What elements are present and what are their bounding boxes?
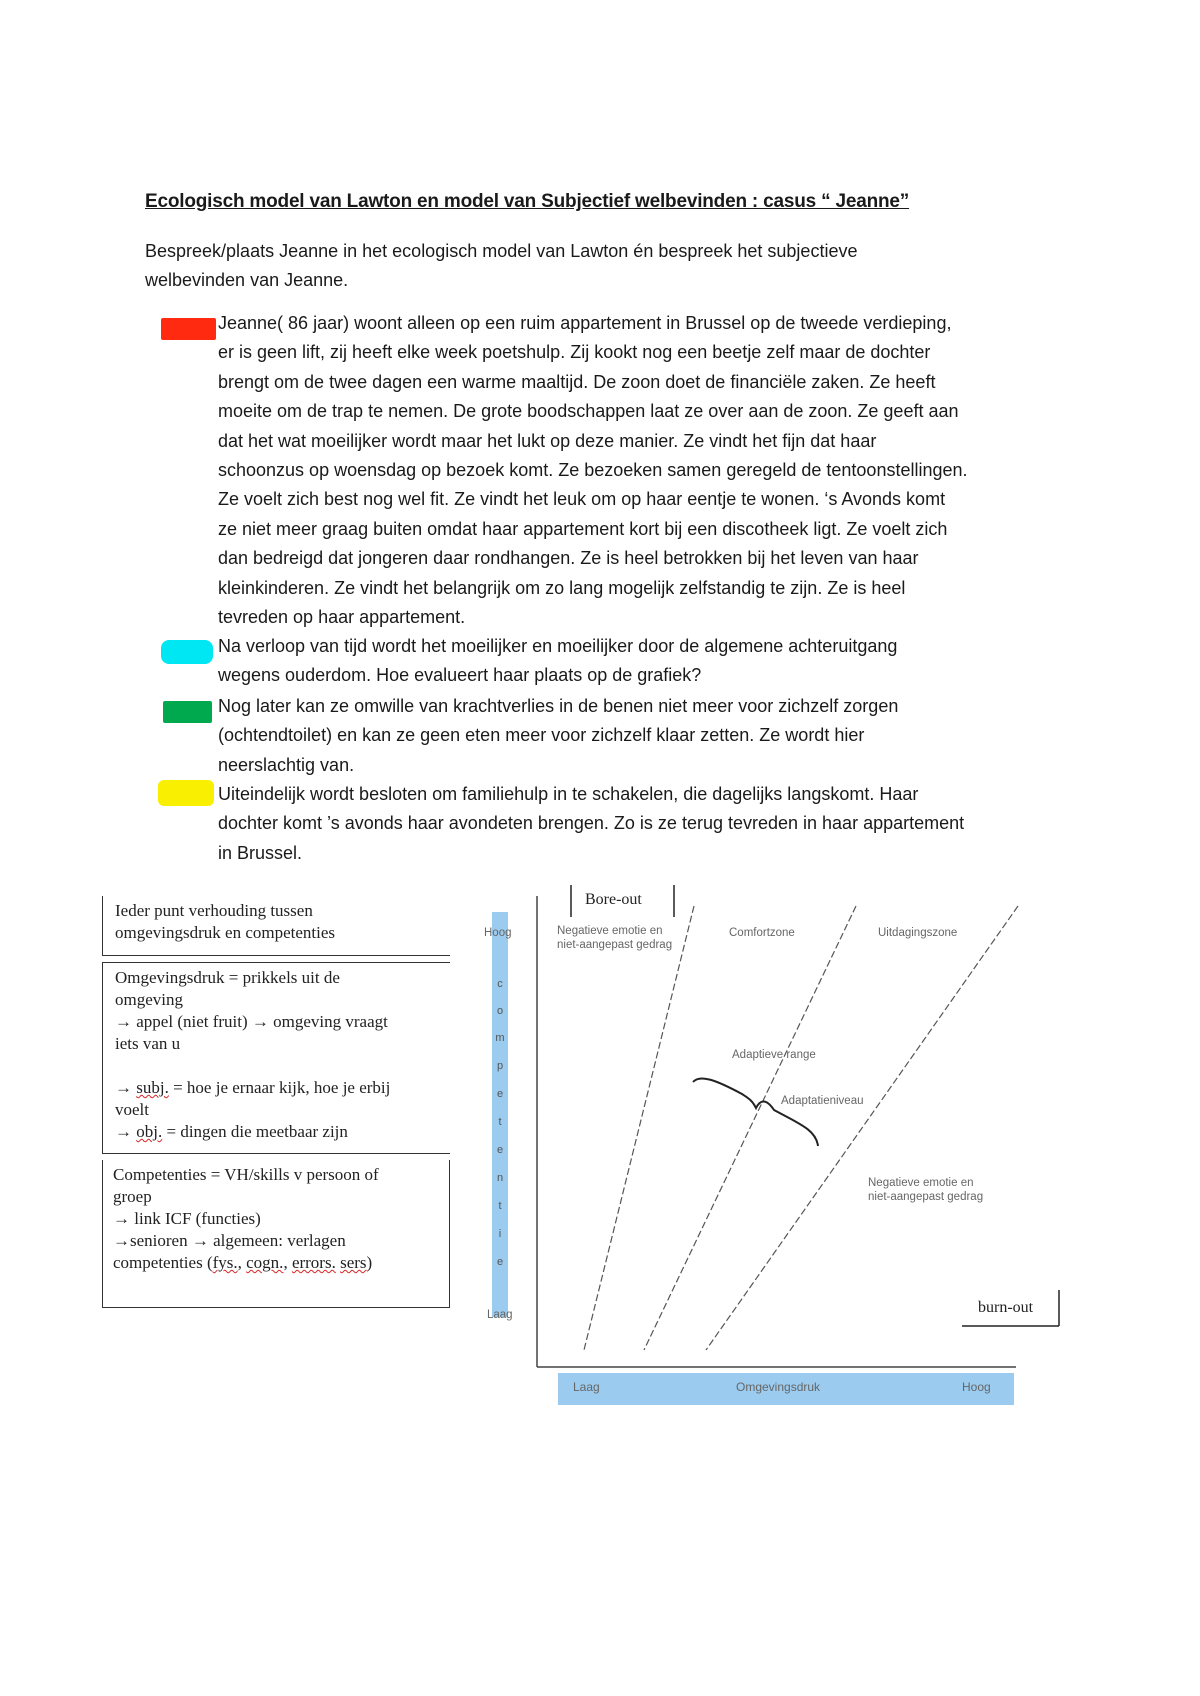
zone-boundary-line	[584, 906, 694, 1350]
case-line: (ochtendtoilet) en kan ze geen eten meer voor zichzelf klaar zetten. Ze wordt hier	[218, 725, 865, 746]
case-line: Ze voelt zich best nog wel fit. Ze vindt het leuk om op haar eentje te wonen. ‘s Avonds komt	[218, 489, 946, 510]
note-line: competenties (fys., cogn., errors. sers)	[113, 1253, 373, 1272]
case-line: tevreden op haar appartement.	[218, 607, 466, 628]
case-line: ze niet meer graag buiten omdat haar appartement kort bij een discotheek ligt. Ze voelt zich	[218, 518, 948, 539]
case-line: in Brussel.	[218, 842, 303, 863]
y-axis-letter: o	[496, 1005, 504, 1017]
y-axis-letter: c	[497, 978, 503, 990]
document-title: Ecologisch model van Lawton en model van Subjectief welbevinden : casus “ Jeanne”	[145, 191, 910, 212]
challenge-zone-label: Uitdagingszone	[878, 927, 958, 939]
case-line: brengt om de twee dagen een warme maaltijd. De zoon doet de financiële zaken. Ze heeft	[218, 371, 936, 392]
note-line: → obj. = dingen die meetbaar zijn	[115, 1122, 348, 1141]
note-line: → subj. = hoe je ernaar kijk, hoe je erbij	[115, 1078, 391, 1097]
note-line: voelt	[115, 1100, 149, 1119]
case-line: schoonzus op woensdag op bezoek komt. Ze bezoeken samen geregeld de tentoonstellingen.	[218, 460, 968, 481]
burn-out-label: burn-out	[978, 1299, 1034, 1316]
note-line: Competenties = VH/skills v persoon of	[113, 1165, 379, 1184]
y-axis-letter: e	[496, 1144, 504, 1156]
intro-line: Bespreek/plaats Jeanne in het ecologisch model van Lawton én bespreek het subjectieve	[145, 241, 858, 261]
adaptive-range-label: Adaptieve range	[732, 1049, 816, 1061]
y-axis-letter: n	[496, 1172, 504, 1184]
negative-emotion-top-label: Negatieve emotie en niet-aangepast gedrag	[557, 925, 673, 951]
note-line: →senioren → algemeen: verlagen	[113, 1231, 346, 1250]
case-line: wegens ouderdom. Hoe evalueert haar plaats op de grafiek?	[218, 665, 702, 686]
case-line: dat het wat moeilijker wordt maar het lukt op deze manier. Ze vindt het fijn dat haar	[218, 430, 877, 451]
note-line: iets van u	[115, 1034, 181, 1053]
case-line: moeite om de trap te nemen. De grote boodschappen laat ze over aan de zoon. Ze geeft aan	[218, 401, 959, 422]
note-line: groep	[113, 1187, 152, 1206]
bore-out-label: Bore-out	[585, 891, 642, 908]
x-axis-title: Omgevingsdruk	[736, 1380, 821, 1394]
zone-boundary-line	[706, 906, 1018, 1350]
case-line: Uiteindelijk wordt besloten om familiehulp in te schakelen, die dagelijks langskomt. Haar	[218, 784, 919, 804]
note-line: Omgevingsdruk = prikkels uit de	[115, 968, 340, 987]
note-line: Ieder punt verhouding tussen	[115, 901, 313, 920]
y-axis-letter: e	[496, 1256, 504, 1268]
note-line: → appel (niet fruit) → omgeving vraagt	[115, 1012, 388, 1031]
note-line: omgevingsdruk en competenties	[115, 923, 336, 942]
y-axis-letter: t	[498, 1116, 502, 1128]
note-line: → link ICF (functies)	[113, 1209, 261, 1228]
negative-emotion-bottom-label: Negatieve emotie en niet-aangepast gedrag	[868, 1177, 984, 1203]
spellcheck-word: subj.	[136, 1078, 169, 1097]
x-axis-high-label: Hoog	[962, 1380, 991, 1394]
x-axis-low-label: Laag	[573, 1380, 600, 1394]
spellcheck-word: obj.	[136, 1122, 163, 1141]
y-axis-letter: p	[496, 1060, 504, 1072]
case-line: Nog later kan ze omwille van krachtverlies in de benen niet meer voor zichzelf zorgen	[218, 696, 899, 716]
note-line: omgeving	[115, 990, 183, 1009]
comfort-zone-label: Comfortzone	[729, 927, 795, 939]
y-axis-letter: i	[498, 1228, 502, 1240]
y-axis-high-label: Hoog	[484, 927, 512, 939]
y-axis-letter: e	[496, 1088, 504, 1100]
case-line: neerslachtig van.	[218, 754, 355, 775]
case-line: dochter komt ’s avonds haar avondeten brengen. Zo is ze terug tevreden in haar appartement	[218, 813, 965, 834]
case-line: Na verloop van tijd wordt het moeilijker en moeilijker door de algemene achteruitgang	[218, 636, 898, 656]
case-line: Jeanne( 86 jaar) woont alleen op een ruim appartement in Brussel op de tweede verdieping,	[218, 313, 952, 333]
case-line: er is geen lift, zij heeft elke week poetshulp. Zij kookt nog een beetje zelf maar de dochter	[218, 342, 931, 363]
y-axis-letter: t	[498, 1200, 502, 1212]
case-line: kleinkinderen. Ze vindt het belangrijk om zo lang mogelijk zelfstandig te zijn. Ze is heel	[218, 577, 906, 598]
zone-boundary-line	[644, 906, 856, 1350]
case-line: dan bedreigd dat jongeren daar rondhangen. Ze is heel betrokken bij het leven van haar	[218, 548, 919, 569]
y-axis-low-label: Laag	[487, 1309, 513, 1321]
intro-line: welbevinden van Jeanne.	[145, 270, 349, 290]
adaptation-level-label: Adaptatieniveau	[781, 1095, 864, 1107]
adaptive-range-brace	[693, 1078, 818, 1146]
y-axis-letter: m	[495, 1032, 505, 1044]
